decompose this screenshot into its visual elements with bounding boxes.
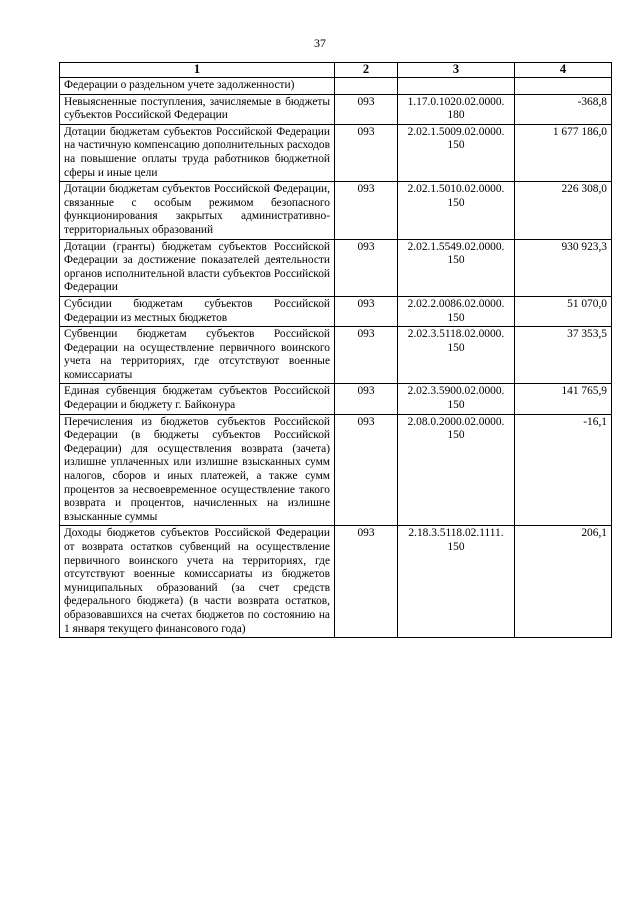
admin-code: 093 [335, 327, 398, 384]
amount: 930 923,3 [515, 239, 612, 296]
table-row [60, 182, 612, 239]
revenue-name: Невыясненные поступления, зачисляемые в бюджеты субъектов Российской Федерации [60, 94, 335, 124]
revenue-name: Единая субвенция бюджетам субъектов Российской Федерации и бюджету г. Байконура [60, 384, 335, 414]
revenue-name: Субвенции бюджетам субъектов Российской Федерации на осуществление первичного воинского учета на территориях, где отсутствуют военные комиссариаты [60, 327, 335, 384]
header-col-3: 3 [398, 63, 515, 78]
amount: 226 308,0 [515, 182, 612, 239]
revenue-name: Доходы бюджетов субъектов Российской Федерации от возврата остатков субвенций на осуществление первичного воинского учета на территориях, где отсутствуют военные комиссариаты из бюджетов муниципальных образований (за счет средств федерального бюджета) (в части возврата остатков, образовавшихся на счетах бюджетов по состоянию на 1 января текущего финансового года) [60, 526, 335, 638]
amount: -16,1 [515, 414, 612, 526]
admin-code: 093 [335, 414, 398, 526]
budget-class-code: 2.02.3.5900.02.0000. 150 [398, 384, 515, 414]
revenue-name: Перечисления из бюджетов субъектов Российской Федерации (в бюджеты субъектов Российской Федерации) для осуществления возврата (зачета) излишне уплаченных или излишне взысканных сумм налогов, сборов и иных платежей, а также сумм процентов за несвоевременное осуществление такого возврата и процентов, начисленных на излишне взысканные суммы [60, 414, 335, 526]
budget-class-code: 2.02.1.5010.02.0000. 150 [398, 182, 515, 239]
admin-code [335, 78, 398, 95]
budget-revenue-table [59, 62, 612, 638]
amount: 37 353,5 [515, 327, 612, 384]
revenue-name: Дотации бюджетам субъектов Российской Федерации на частичную компенсацию дополнительных расходов на повышение оплаты труда работников бюджетной сферы и иные цели [60, 124, 335, 181]
budget-class-code [398, 78, 515, 95]
admin-code: 093 [335, 124, 398, 181]
table-row [60, 239, 612, 296]
revenue-name: Федерации о раздельном учете задолженности) [60, 78, 335, 95]
budget-class-code: 2.02.1.5549.02.0000. 150 [398, 239, 515, 296]
table-row [60, 124, 612, 181]
page-number: 37 [314, 36, 326, 50]
admin-code: 093 [335, 526, 398, 638]
table-row [60, 526, 612, 638]
table-row [60, 327, 612, 384]
header-col-1: 1 [60, 63, 335, 78]
admin-code: 093 [335, 384, 398, 414]
table-row [60, 296, 612, 326]
table-header-row [60, 63, 612, 78]
admin-code: 093 [335, 239, 398, 296]
amount: 141 765,9 [515, 384, 612, 414]
revenue-name: Дотации (гранты) бюджетам субъектов Российской Федерации за достижение показателей деятельности органов исполнительной власти субъектов Российской Федерации [60, 239, 335, 296]
amount: 1 677 186,0 [515, 124, 612, 181]
revenue-name: Субсидии бюджетам субъектов Российской Федерации из местных бюджетов [60, 296, 335, 326]
amount [515, 78, 612, 95]
table-row [60, 78, 612, 95]
amount: 206,1 [515, 526, 612, 638]
header-col-4: 4 [515, 63, 612, 78]
budget-class-code: 2.08.0.2000.02.0000. 150 [398, 414, 515, 526]
header-col-2: 2 [335, 63, 398, 78]
budget-class-code: 2.02.3.5118.02.0000. 150 [398, 327, 515, 384]
admin-code: 093 [335, 94, 398, 124]
table-row [60, 414, 612, 526]
budget-class-code: 1.17.0.1020.02.0000. 180 [398, 94, 515, 124]
budget-class-code: 2.02.2.0086.02.0000. 150 [398, 296, 515, 326]
amount: 51 070,0 [515, 296, 612, 326]
admin-code: 093 [335, 182, 398, 239]
budget-class-code: 2.02.1.5009.02.0000. 150 [398, 124, 515, 181]
amount: -368,8 [515, 94, 612, 124]
budget-class-code: 2.18.3.5118.02.1111. 150 [398, 526, 515, 638]
table-row [60, 384, 612, 414]
table-row [60, 94, 612, 124]
revenue-name: Дотации бюджетам субъектов Российской Федерации, связанные с особым режимом безопасного функционирования закрытых административно-территориальных образований [60, 182, 335, 239]
admin-code: 093 [335, 296, 398, 326]
